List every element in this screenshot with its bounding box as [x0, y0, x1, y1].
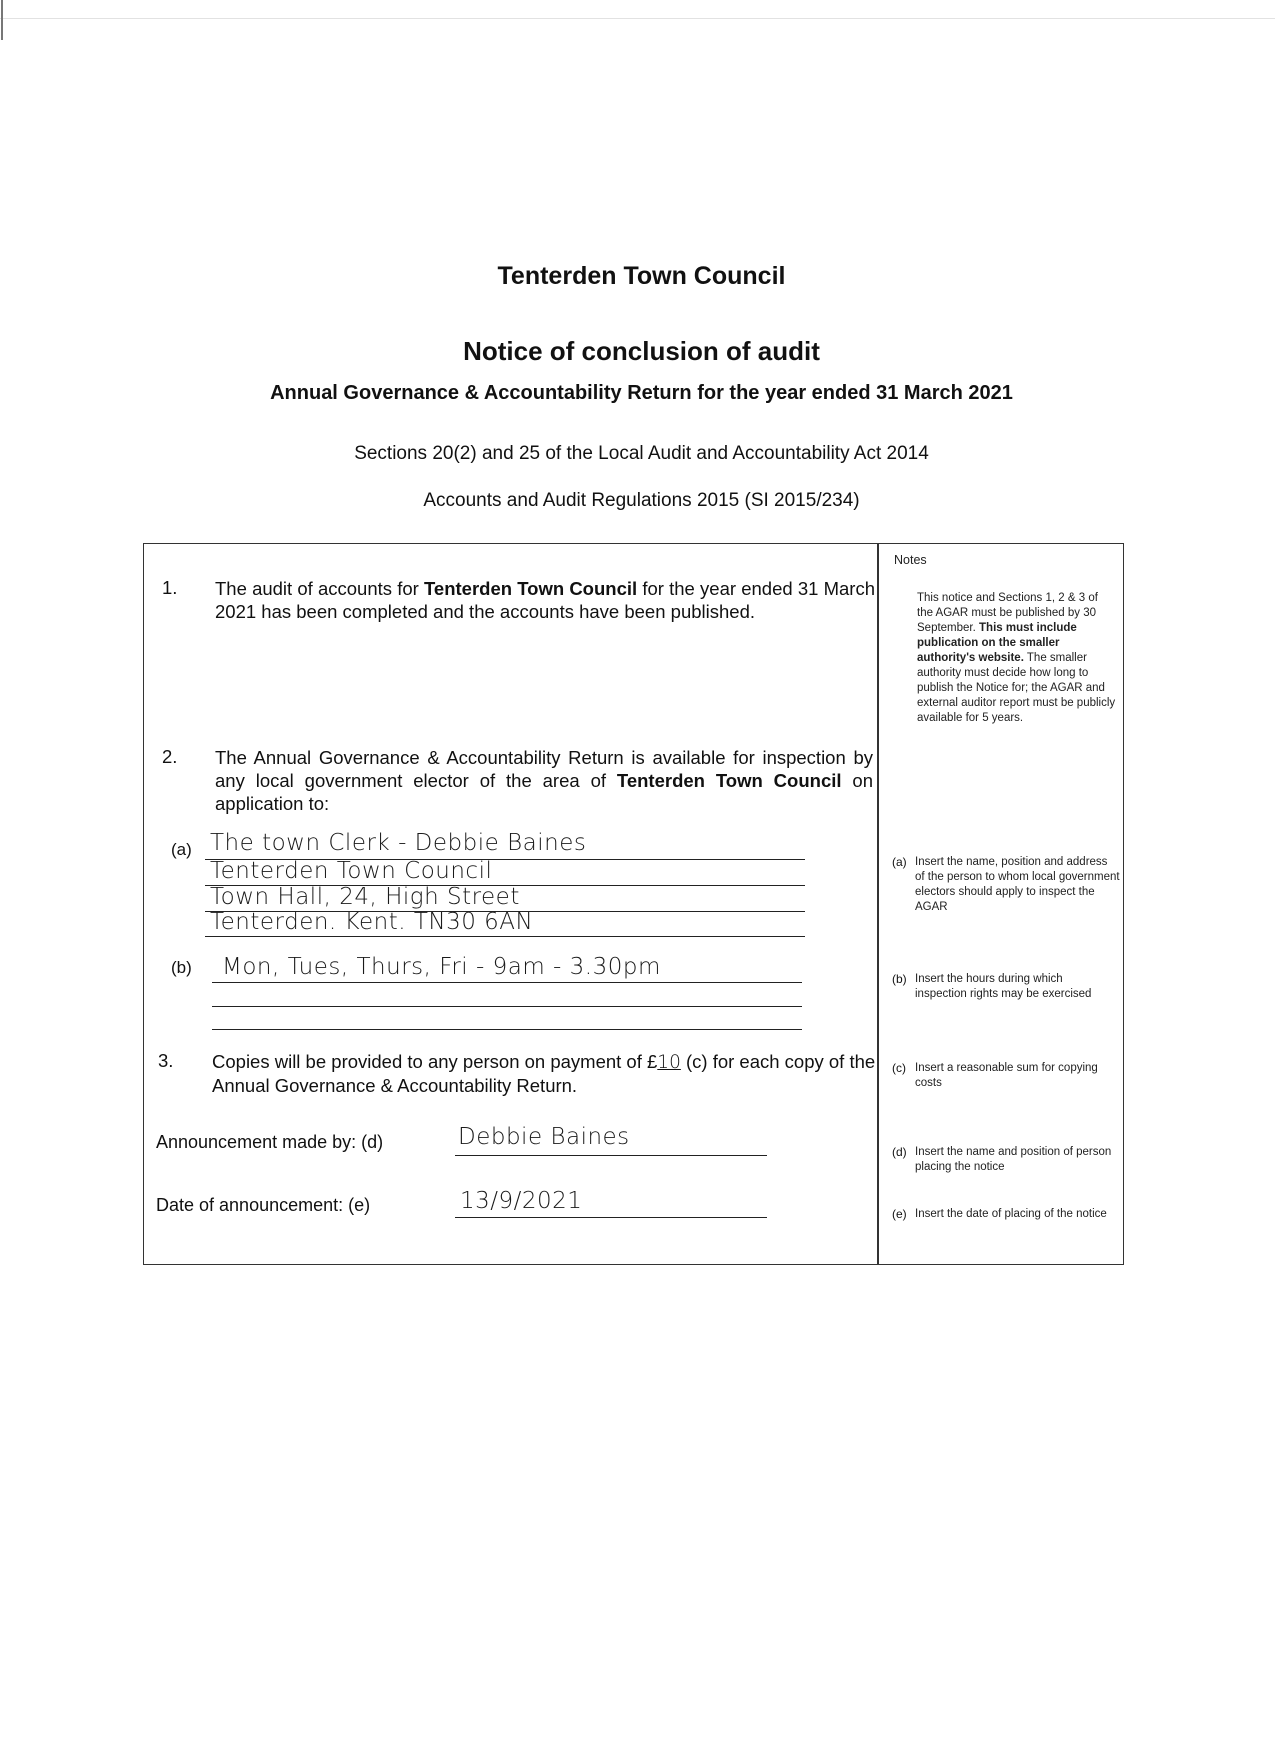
- sections-line: Sections 20(2) and 25 of the Local Audit and Accountability Act 2014: [354, 443, 929, 464]
- note-c-label: (c): [892, 1061, 906, 1075]
- regulations-line: Accounts and Audit Regulations 2015 (SI 2015/234): [423, 490, 860, 511]
- item-2-number: 2.: [162, 746, 178, 767]
- field-b-value: Mon, Tues, Thurs, Fri - 9am - 3.30pm: [222, 954, 661, 980]
- field-b-underline-2: [212, 1006, 802, 1007]
- note-e-text: Insert the date of placing of the notice: [915, 1208, 1107, 1220]
- announce-label: Announcement made by: (d): [156, 1132, 384, 1152]
- note-d-text: Insert the name and position of person placing the notice: [915, 1146, 1112, 1173]
- field-a-line-1: The town Clerk - Debbie Baines: [210, 830, 587, 856]
- item-1-text: The audit of accounts for Tenterden Town Council for the year ended 31 March 2021 has been completed and the accounts have been published.: [215, 578, 875, 622]
- item-2-text: The Annual Governance & Accountability Return is available for inspection by any local government elector of the area of Tenterden Town Council on application to:: [215, 747, 873, 814]
- return-title: Annual Governance & Accountability Return for the year ended 31 March 2021: [270, 382, 1013, 404]
- scan-edge-left: [1, 0, 3, 40]
- field-a-label: (a): [171, 840, 192, 859]
- notes-general: This notice and Sections 1, 2 & 3 of the AGAR must be published by 30 September. This must include publication on the smaller authority's website. The smaller authority must decide how long to publish the Notice for; the AGAR and external auditor report must be publicly available for 5 years.: [917, 592, 1116, 724]
- field-a-line-4: Tenterden. Kent. TN30 6AN: [210, 909, 534, 935]
- copy-fee-amount: 10: [657, 1052, 681, 1073]
- notes-divider: [877, 543, 879, 1265]
- notice-title: Notice of conclusion of audit: [463, 336, 820, 366]
- note-a-label: (a): [892, 855, 907, 869]
- item-3-number: 3.: [158, 1050, 174, 1071]
- note-a-text: Insert the name, position and address of the person to whom local government electors should apply to inspect the AGAR: [915, 856, 1120, 913]
- note-b-label: (b): [892, 972, 907, 986]
- announce-value: Debbie Baines: [458, 1124, 630, 1150]
- field-a-underline-4: [205, 936, 805, 937]
- field-b-underline-3: [212, 1029, 802, 1030]
- field-b-label: (b): [171, 958, 192, 977]
- scan-edge: [0, 18, 1275, 19]
- note-b-text: Insert the hours during which inspection rights may be exercised: [915, 973, 1092, 1000]
- note-c-text: Insert a reasonable sum for copying costs: [915, 1062, 1098, 1089]
- field-a-line-3: Town Hall, 24, High Street: [210, 884, 520, 910]
- notes-heading: Notes: [894, 553, 927, 567]
- field-a-line-2: Tenterden Town Council: [210, 858, 493, 884]
- council-title: Tenterden Town Council: [497, 262, 786, 290]
- item-3-text: Copies will be provided to any person on payment of £10 (c) for each copy of the Annual Governance & Accountability Return.: [212, 1051, 876, 1096]
- announce-underline: [455, 1155, 767, 1156]
- note-d-label: (d): [892, 1145, 907, 1159]
- date-value: 13/9/2021: [460, 1188, 583, 1214]
- note-e-label: (e): [892, 1207, 907, 1221]
- date-label: Date of announcement: (e): [156, 1195, 371, 1215]
- date-underline: [455, 1217, 767, 1218]
- item-1-number: 1.: [162, 577, 178, 598]
- field-b-underline-1: [212, 982, 802, 983]
